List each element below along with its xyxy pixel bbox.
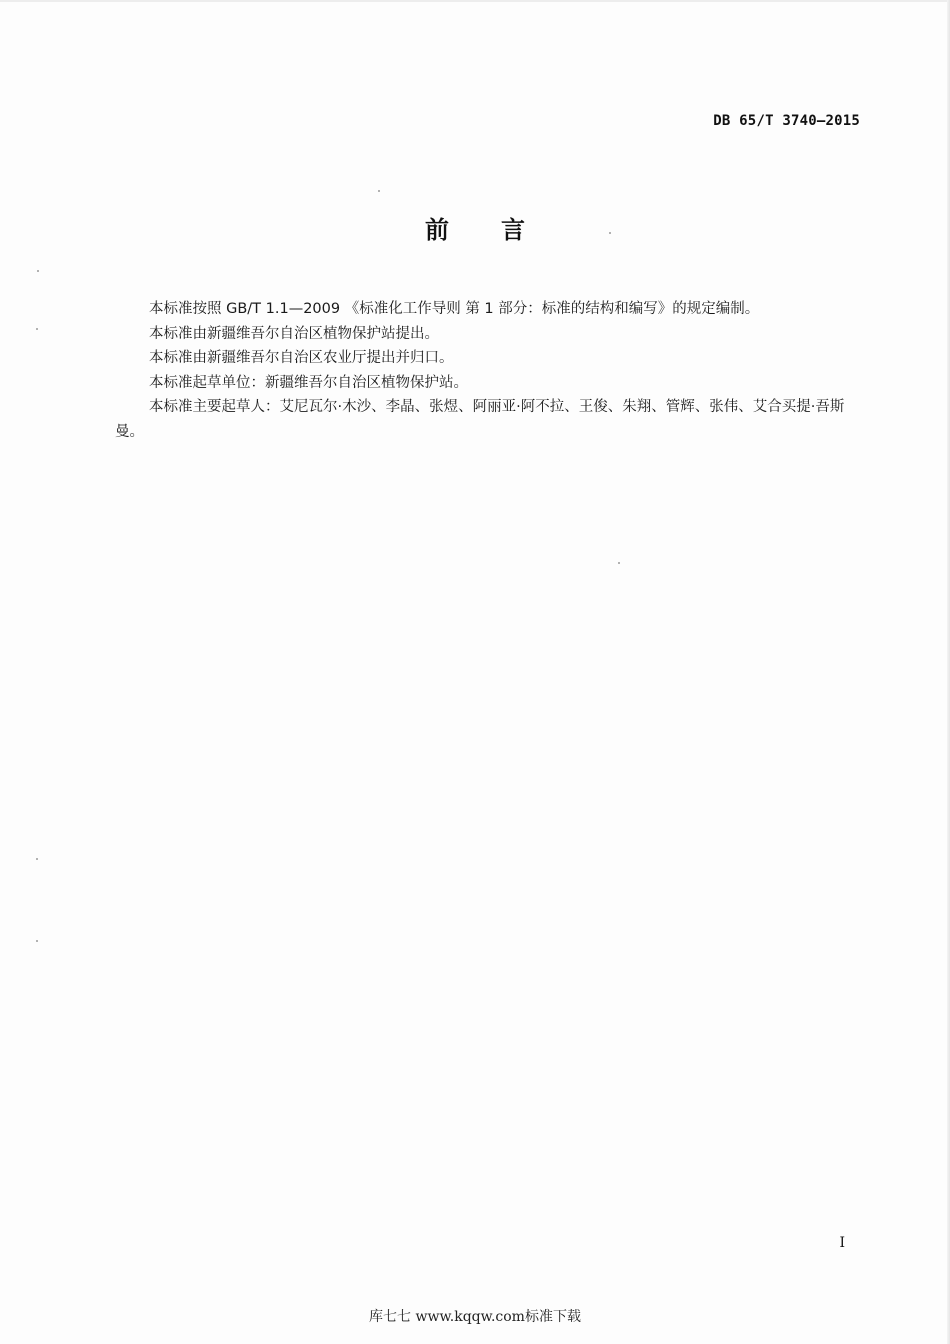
paragraph-drafters: 本标准主要起草人：艾尼瓦尔·木沙、李晶、张煜、阿丽亚·阿不拉、王俊、朱翔、管辉、张伟、艾合买提·吾斯曼。 (115, 399, 845, 440)
standard-number: DB 65/T 3740—2015 (713, 113, 860, 129)
scan-top-edge (0, 0, 950, 2)
scan-speck (36, 940, 38, 942)
paragraph-proposed-by: 本标准由新疆维吾尔自治区植物保护站提出。 (149, 325, 439, 342)
paragraph-drafting-rules: 本标准按照 GB/T 1.1—2009 《标准化工作导则 第 1 部分：标准的结构和编写》的规定编制。 (149, 301, 760, 317)
scan-speck (36, 858, 38, 860)
paragraph-administered-by: 本标准由新疆维吾尔自治区农业厅提出并归口。 (149, 350, 454, 366)
page-number: I (839, 1235, 845, 1251)
scan-speck (618, 562, 620, 564)
footer-watermark: 库七七 www.kqqw.com标准下载 (369, 1309, 581, 1325)
page-title: 前言 (425, 216, 577, 244)
paragraph-drafting-unit: 本标准起草单位：新疆维吾尔自治区植物保护站。 (149, 374, 468, 391)
scan-speck (378, 190, 380, 192)
scan-speck (36, 328, 38, 330)
foreword-body (115, 297, 865, 444)
scan-speck (37, 270, 39, 272)
